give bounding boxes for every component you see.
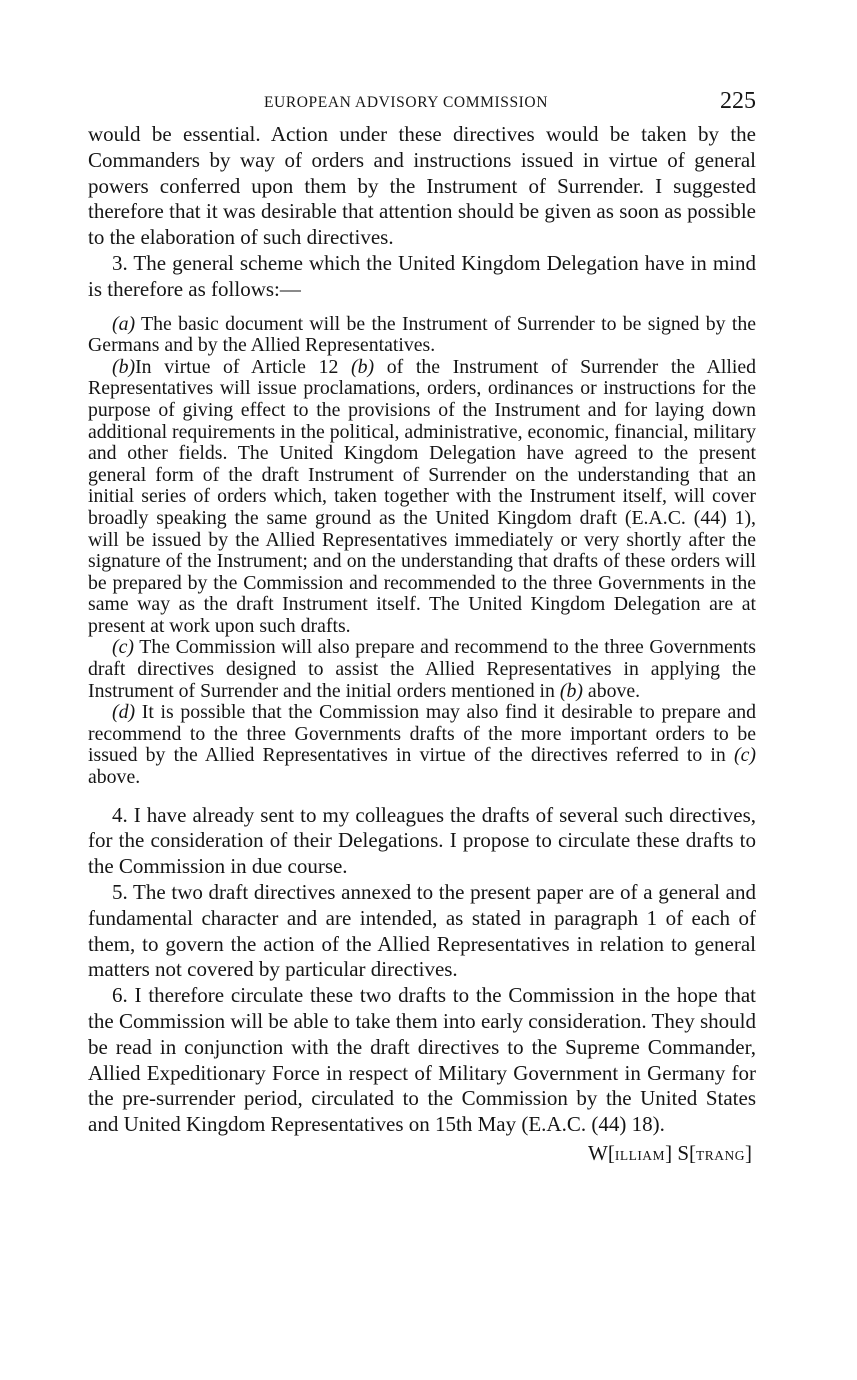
paragraph-3: 3. The general scheme which the United Kingdom Delegation have in mind is therefore as follows:— [88,250,756,301]
paragraph-5: 5. The two draft directives annexed to the present paper are of a general and fundamental character and are intended, as stated in paragraph 1 of each of them, to govern the action of the Allied Representatives in relation to general matters not covered by particular directives. [88,880,756,982]
paragraph-4: 4. I have already sent to my colleagues the drafts of several such directives, for the consideration of their Delegations. I propose to circulate these drafts to the Commission in due course. [88,802,756,879]
list-item-d [88,702,756,788]
signature-s-rest: TRANG [696,1148,745,1163]
signature [88,1140,756,1169]
item-d-text-1: It is possible that the Commission may also find it desirable to prepare and recommend to the three Governments drafts of the more important orders to be issued by the Allied Representatives in virtue of the directives referred to in [88,701,756,767]
signature-w-rest: ILLIAM [614,1148,666,1163]
page-number: 225 [720,88,756,114]
scheme-list [88,314,756,789]
item-d-label: (d) [112,701,136,724]
list-item-b [88,357,756,638]
item-c-text-1: The Commission will also prepare and recommend to the three Governments draft directives designed to assist the Allied Representatives in applying the Instrument of Surrender and the initial orders mentioned in [88,636,756,702]
list-item-c [88,637,756,702]
document-page [88,88,756,1308]
item-b-ref: (b) [351,355,375,378]
signature-s-initial: ] S[ [665,1141,696,1165]
paragraph-continued: would be essential. Action under these directives would be taken by the Commanders by way of orders and instructions issued in virtue of general powers conferred upon them by the Instrument of Surrender. I suggested therefore that it was desirable that attention should be given as soon as possible to the elaboration of such directives. [88,122,756,250]
item-a-label: (a) [112,312,136,335]
signature-close: ] [745,1141,752,1165]
item-c-label: (c) [112,636,134,659]
item-c-ref: (b) [559,679,583,702]
item-b-text-2: of the Instrument of Surrender the Allied Representatives will issue proclamations, orders, ordinances or instructions for the purpose of giving effect to the provisions of the Instrument and for laying down additional requirements in the political, administrative, economic, financial, military and other fields. The United Kingdom Delegation have agreed to the present general form of the draft Instrument of Surrender on the understanding that an initial series of orders which, taken together with the Instrument itself, will cover broadly speaking the same ground as the United Kingdom draft (E.A.C. (44) 1), will be issued by the Allied Representatives immediately or very shortly after the signature of the Instrument; and on the understanding that drafts of these orders will be prepared by the Commission and recommended to the three Governments in the same way as the draft Instrument itself. The United Kingdom Delegation are at present at work upon such drafts. [88,355,756,637]
running-head [88,88,756,122]
paragraph-6: 6. I therefore circulate these two drafts to the Commission in the hope that the Commission will be able to take them into early consideration. They should be read in conjunction with the draft directives to the Supreme Commander, Allied Expeditionary Force in respect of Military Government in Germany for the pre-surrender period, circulated to the Commission by the United States and United Kingdom Representatives on 15th May (E.A.C. (44) 18). [88,983,756,1137]
list-item-a [88,314,756,357]
item-d-text-2: above. [88,766,141,789]
item-a-text: The basic document will be the Instrument of Surrender to be signed by the Germans and by the Allied Representatives. [88,312,756,357]
item-c-text-2: above. [582,679,641,702]
item-b-label: (b) [112,355,136,378]
item-b-text-1: In virtue of Article 12 [135,355,352,378]
item-d-ref: (c) [734,744,756,767]
signature-w-initial: W[ [588,1141,615,1165]
running-title: EUROPEAN ADVISORY COMMISSION [263,94,549,111]
